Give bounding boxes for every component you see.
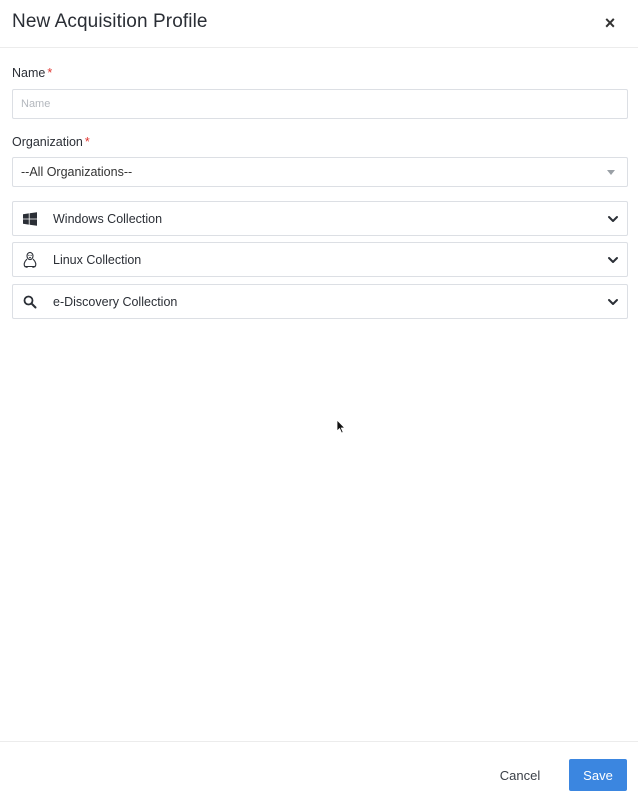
- linux-collection-label: Linux Collection: [53, 253, 142, 267]
- linux-collection-section[interactable]: [12, 242, 628, 277]
- name-input[interactable]: [12, 89, 628, 119]
- organization-label-text: Organization: [12, 135, 83, 149]
- organization-selected-value: --All Organizations--: [21, 165, 133, 179]
- chevron-down-icon: [607, 254, 619, 266]
- ediscovery-collection-section[interactable]: [12, 284, 628, 319]
- organization-select[interactable]: [12, 157, 628, 187]
- dialog-title: New Acquisition Profile: [12, 11, 208, 32]
- linux-penguin-icon: [22, 251, 38, 269]
- save-button[interactable]: Save: [569, 759, 627, 791]
- organization-required-mark: *: [84, 135, 90, 149]
- dropdown-caret-icon: [607, 170, 615, 175]
- windows-collection-section[interactable]: [12, 201, 628, 236]
- name-label-text: Name: [12, 66, 46, 80]
- cancel-button[interactable]: Cancel: [487, 759, 553, 791]
- windows-collection-label: Windows Collection: [53, 212, 163, 226]
- chevron-down-icon: [607, 213, 619, 225]
- mouse-cursor-icon: [336, 419, 346, 435]
- chevron-down-icon: [607, 296, 619, 308]
- ediscovery-collection-label: e-Discovery Collection: [53, 295, 178, 309]
- search-icon: [22, 294, 38, 310]
- dialog-footer: [0, 741, 638, 800]
- name-required-mark: *: [47, 66, 53, 80]
- windows-logo-icon: [22, 211, 38, 227]
- close-icon[interactable]: ×: [604, 13, 616, 33]
- organization-label: [12, 135, 90, 149]
- name-label: [12, 66, 52, 80]
- dialog-header: [0, 0, 638, 48]
